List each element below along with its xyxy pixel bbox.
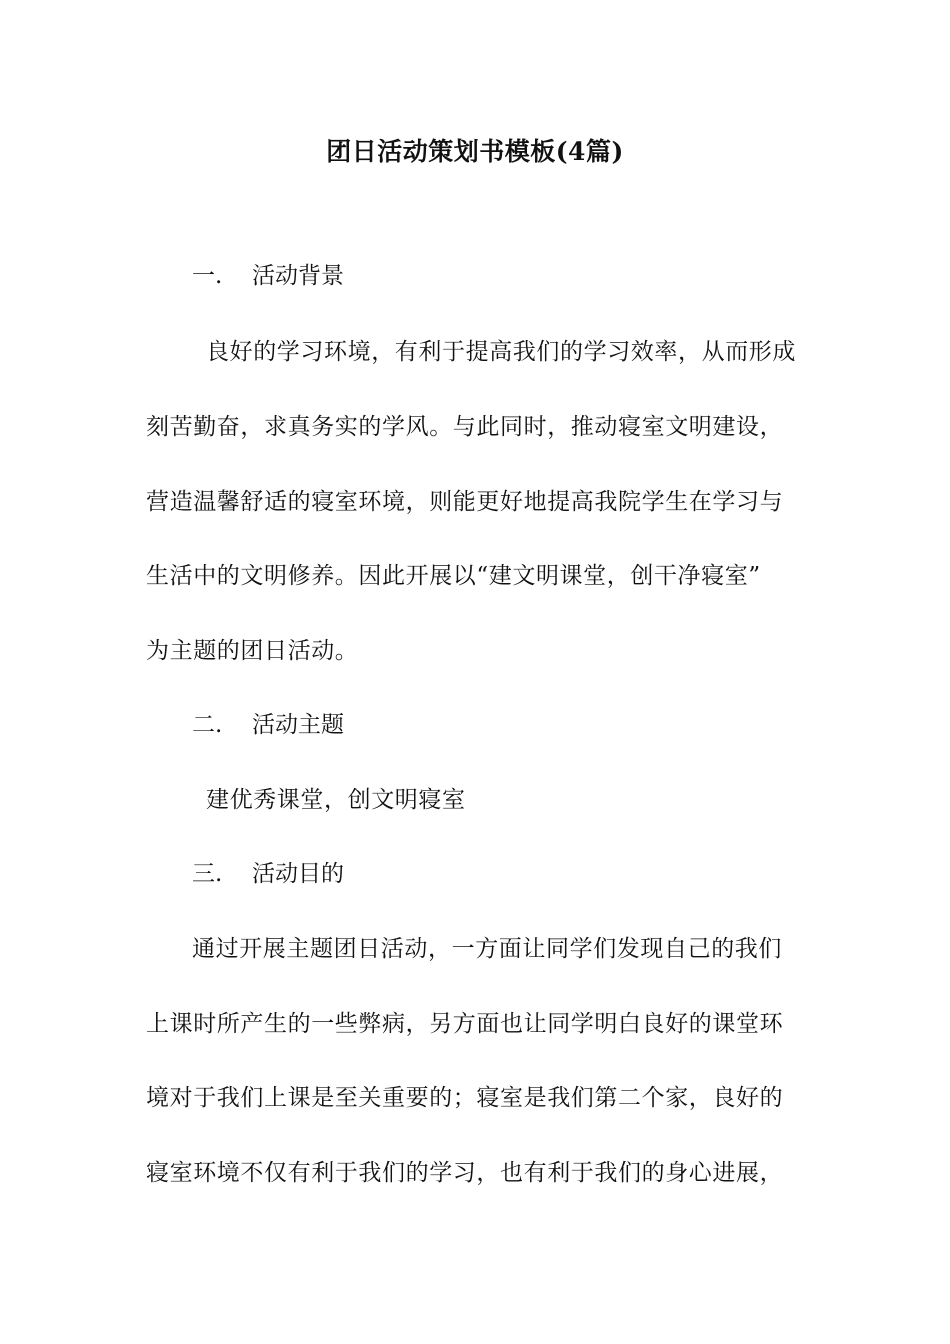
paragraph-line: 上课时所产生的一些弊病，另方面也让同学明白良好的课堂环 (146, 1011, 784, 1037)
paragraph-line: 境对于我们上课是至关重要的；寝室是我们第二个家，良好的 (146, 1085, 784, 1111)
paragraph-line: 营造温馨舒适的寝室环境，则能更好地提高我院学生在学习与 (146, 489, 784, 515)
section-heading-theme (192, 708, 344, 742)
paragraph-line: 为主题的团日活动。 (146, 638, 359, 664)
paragraph-line: 通过开展主题团日活动，一方面让同学们发现自己的我们 (192, 936, 782, 962)
section-title: 活动主题 (252, 712, 344, 738)
paragraph-line: 寝室环境不仅有利于我们的学习，也有利于我们的身心进展， (146, 1160, 784, 1186)
paragraph-line: 良好的学习环境，有利于提高我们的学习效率，从而形成 (206, 339, 796, 365)
paragraph-line: 建优秀课堂，创文明寝室 (206, 787, 466, 813)
section-title: 活动背景 (252, 263, 344, 289)
section-number: 一. (192, 263, 223, 289)
section-number: 二. (192, 712, 223, 738)
section-title: 活动目的 (252, 861, 344, 887)
section-heading-purpose (192, 857, 344, 891)
document-title: 团日活动策划书模板(4篇) (326, 137, 624, 166)
paragraph-line: 刻苦勤奋，求真务实的学风。与此同时，推动寝室文明建设， (146, 414, 784, 440)
section-number: 三. (192, 861, 223, 887)
section-heading-background (192, 259, 344, 293)
paragraph-line: 生活中的文明修养。因此开展以“建文明课堂，创干净寝室” (146, 563, 761, 589)
